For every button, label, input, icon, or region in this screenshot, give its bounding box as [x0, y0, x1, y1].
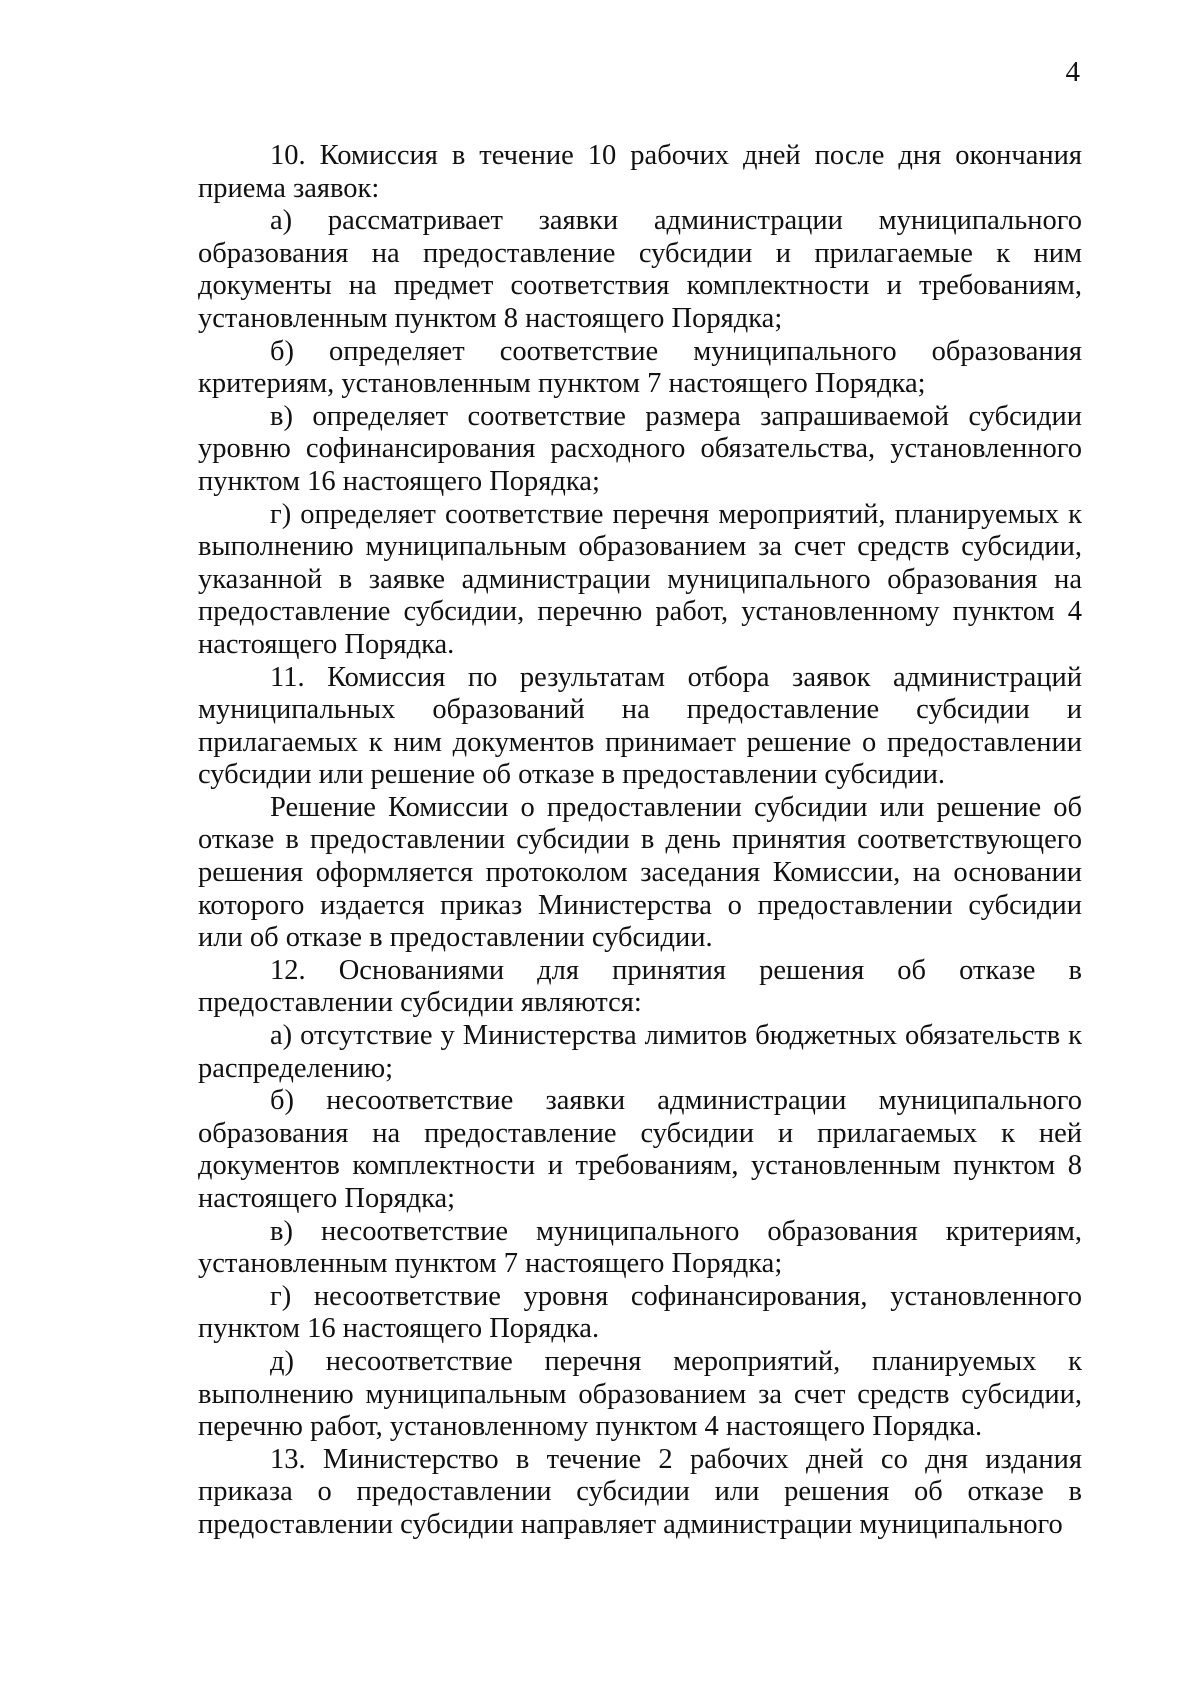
- paragraph-10-g: г) определяет соответствие перечня мероприятий, планируемых к выполнению муниципальным образованием за счет средств субсидии, указанной в заявке администрации муниципального образования на предоставление субсидии, перечню работ, установленному пунктом 4 настоящего Порядка.: [198, 498, 1082, 660]
- paragraph-10-a: а) рассматривает заявки администрации муниципального образования на предоставление субсидии и прилагаемые к ним документы на предмет соответствия комплектности и требованиям, установленным пунктом 8 настоящего Порядка;: [198, 205, 1082, 334]
- paragraph-12-g: г) несоответствие уровня софинансирования, установленного пунктом 16 настоящего Порядка.: [198, 1280, 1082, 1345]
- paragraph-12-a: а) отсутствие у Министерства лимитов бюджетных обязательств к распределению;: [198, 1020, 1082, 1084]
- paragraph-11-decision: Решение Комиссии о предоставлении субсидии или решение об отказе в предоставлении субсидии в день принятия соответствующего решения оформляется протоколом заседания Комиссии, на основании которого издается приказ Министерства о предоставлении субсидии или об отказе в предоставлении субсидии.: [198, 791, 1082, 954]
- document-body: [198, 140, 1082, 1542]
- paragraph-12-b: б) несоответствие заявки администрации муниципального образования на предоставление субсидии и прилагаемых к ней документов комплектности и требованиям, установленным пунктом 8 настоящего Порядка;: [198, 1085, 1082, 1214]
- paragraph-10-b: б) определяет соответствие муниципального образования критериям, установленным пунктом 7 настоящего Порядка;: [198, 335, 1082, 400]
- paragraph-10-v: в) определяет соответствие размера запрашиваемой субсидии уровню софинансирования расходного обязательства, установленного пунктом 16 настоящего Порядка;: [198, 400, 1082, 497]
- paragraph-12-v: в) несоответствие муниципального образования критериям, установленным пунктом 7 настоящего Порядка;: [198, 1215, 1082, 1280]
- paragraph-10-intro: 10. Комиссия в течение 10 рабочих дней после дня окончания приема заявок:: [198, 140, 1082, 204]
- paragraph-13: 13. Министерство в течение 2 рабочих дней со дня издания приказа о предоставлении субсидии или решения об отказе в предоставлении субсидии направляет администрации муниципального: [198, 1443, 1082, 1540]
- paragraph-12-intro: 12. Основаниями для принятия решения об отказе в предоставлении субсидии являются:: [198, 954, 1082, 1019]
- paragraph-12-d: д) несоответствие перечня мероприятий, планируемых к выполнению муниципальным образованием за счет средств субсидии, перечню работ, установленному пунктом 4 настоящего Порядка.: [198, 1345, 1082, 1443]
- paragraph-11: 11. Комиссия по результатам отбора заявок администраций муниципальных образований на предоставление субсидии и прилагаемых к ним документов принимает решение о предоставлении субсидии или решение об отказе в предоставлении субсидии.: [198, 661, 1082, 791]
- page-number: 4: [1065, 56, 1080, 88]
